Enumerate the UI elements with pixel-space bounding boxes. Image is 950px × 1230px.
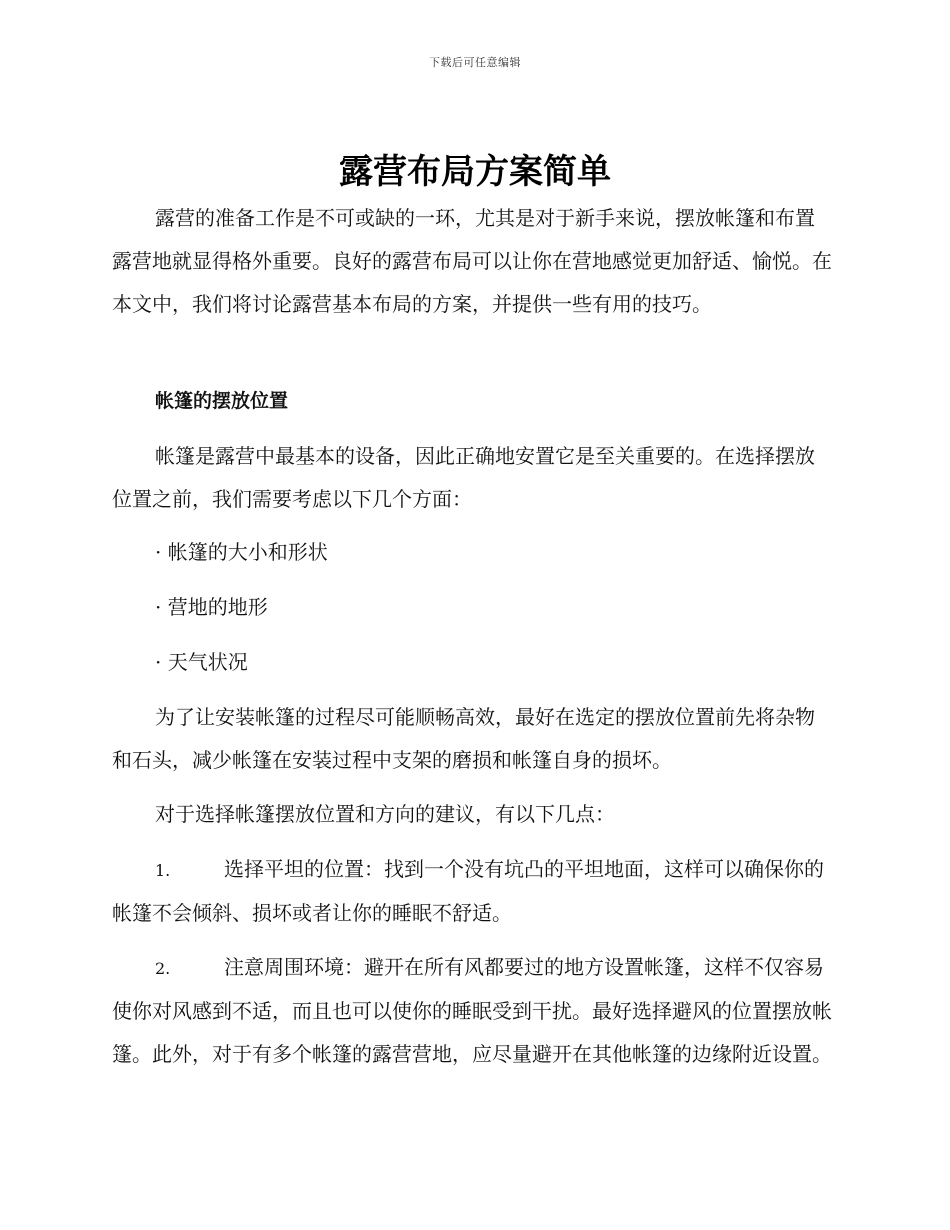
section-heading: 帐篷的摆放位置 [155, 390, 289, 412]
numbered-item [112, 946, 832, 1076]
list-number: 1. [155, 861, 171, 880]
bullet-item: · 帐篷的大小和形状 [155, 540, 328, 564]
numbered-item-text: 注意周围环境：避开在所有风都要过的地方设置帐篷，这样不仅容易使你对风感到不适，而且也可以使你的睡眠受到干扰。最好选择避风的位置摆放帐篷。此外，对于有多个帐篷的露营营地，应尽量避开在其他帐篷的边缘附近设置。 [112, 955, 832, 1066]
paragraph-advice: 对于选择帐篷摆放位置和方向的建议，有以下几点： [155, 802, 615, 826]
bullet-item: · 营地的地形 [155, 595, 268, 619]
paragraph-tent-placement: 帐篷是露营中最基本的设备，因此正确地安置它是至关重要的。在选择摆放位置之前，我们需要考虑以下几个方面： [112, 444, 815, 511]
bullet-item: · 天气状况 [155, 650, 248, 674]
document-title: 露营布局方案简单 [339, 152, 611, 192]
numbered-item-text: 选择平坦的位置：找到一个没有坑凸的平坦地面，这样可以确保你的帐篷不会倾斜、损坏或者让你的睡眠不舒适。 [112, 857, 824, 925]
header-note: 下载后可任意编辑 [429, 56, 521, 69]
paragraph-install: 为了让安装帐篷的过程尽可能顺畅高效，最好在选定的摆放位置前先将杂物和石头，减少帐篷在安装过程中支架的磨损和帐篷自身的损坏。 [112, 705, 815, 772]
list-number: 2. [155, 959, 171, 978]
numbered-item [112, 848, 832, 935]
intro-paragraph: 露营的准备工作是不可或缺的一环，尤其是对于新手来说，摆放帐篷和布置露营地就显得格外重要。良好的露营布局可以让你在营地感觉更加舒适、愉悦。在本文中，我们将讨论露营基本布局的方案，并提供一些有用的技巧。 [112, 206, 832, 316]
